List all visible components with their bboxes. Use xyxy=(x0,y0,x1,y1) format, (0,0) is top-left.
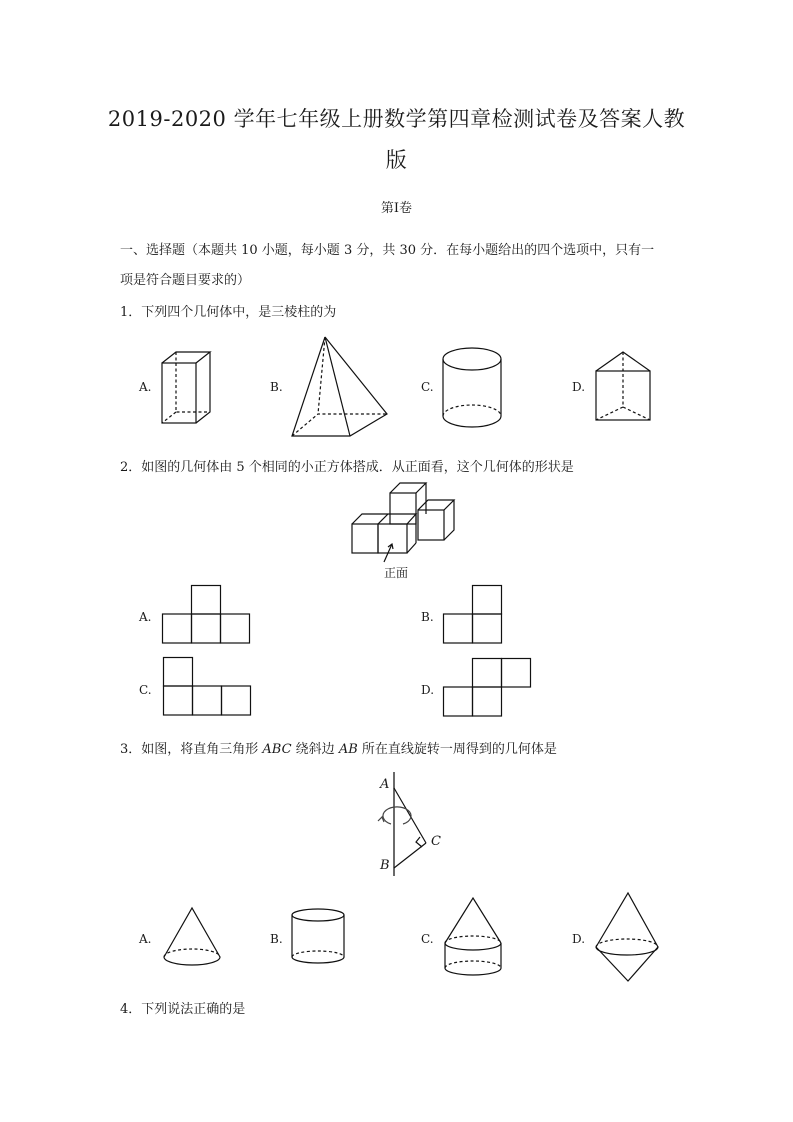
q1-option-b-label: B. xyxy=(270,380,283,394)
question-3-text xyxy=(120,738,557,757)
q3-hypotenuse-name: AB xyxy=(338,742,358,757)
q3-triangle-name: ABC xyxy=(262,742,292,757)
q2-option-c-l-shape-figure xyxy=(163,657,253,719)
volume-heading: 第Ⅰ卷 xyxy=(380,201,413,216)
section-instructions-line-2: 项是符合题目要求的） xyxy=(120,273,251,288)
q1-option-c-label: C. xyxy=(421,380,434,394)
q3-text-part-1: 3．如图，将直角三角形 xyxy=(120,742,263,757)
q2-option-b-label: B. xyxy=(421,610,434,624)
q1-option-d-label: D. xyxy=(572,380,586,394)
q1-option-a-rectangular-prism-figure xyxy=(160,350,220,430)
q2-front-view-label: 正面 xyxy=(384,566,409,580)
q3-point-c-label: C xyxy=(431,834,441,849)
q3-option-c-cone-cylinder-figure xyxy=(443,895,503,981)
q3-option-b-cylinder-figure xyxy=(290,905,348,967)
q2-option-c-label: C. xyxy=(139,683,152,697)
q1-option-d-triangular-prism-figure xyxy=(594,350,656,425)
q3-option-c-label: C. xyxy=(421,932,434,946)
q3-text-part-2: 绕斜边 xyxy=(291,742,339,757)
q2-option-a-t-shape-figure xyxy=(162,585,252,645)
q3-point-a-label: A xyxy=(380,777,390,792)
q2-option-d-label: D. xyxy=(421,683,435,697)
q3-option-a-cone-figure xyxy=(161,905,223,967)
q3-triangle-rotation-figure xyxy=(365,770,455,880)
q2-cube-stack-figure xyxy=(350,482,465,562)
q3-option-b-label: B. xyxy=(270,932,283,946)
question-4-text: 4．下列说法正确的是 xyxy=(120,1002,246,1017)
q2-option-b-l-shape-figure xyxy=(443,585,505,645)
q3-option-d-label: D. xyxy=(572,932,586,946)
q1-option-b-square-pyramid-figure xyxy=(290,335,390,440)
document-title-line-1: 2019-2020 学年七年级上册数学第四章检测试卷及答案人教 xyxy=(107,107,686,131)
question-2-text: 2．如图的几何体由 5 个相同的小正方体搭成．从正面看，这个几何体的形状是 xyxy=(120,460,574,475)
q2-option-d-s-shape-figure xyxy=(443,658,535,720)
q1-option-c-cylinder-figure xyxy=(440,345,506,430)
question-1-text: 1．下列四个几何体中，是三棱柱的为 xyxy=(120,305,337,320)
q3-option-a-label: A. xyxy=(139,932,152,946)
section-instructions-line-1: 一、选择题（本题共 10 小题，每小题 3 分，共 30 分．在每小题给出的四个选项中，只有一 xyxy=(120,243,655,258)
q3-option-d-double-cone-figure xyxy=(594,890,660,985)
document-title-line-2: 版 xyxy=(385,148,408,172)
q2-option-a-label: A. xyxy=(139,610,152,624)
q1-option-a-label: A. xyxy=(139,380,152,394)
q3-text-part-3: 所在直线旋转一周得到的几何体是 xyxy=(357,742,557,757)
q3-point-b-label: B xyxy=(380,858,390,873)
